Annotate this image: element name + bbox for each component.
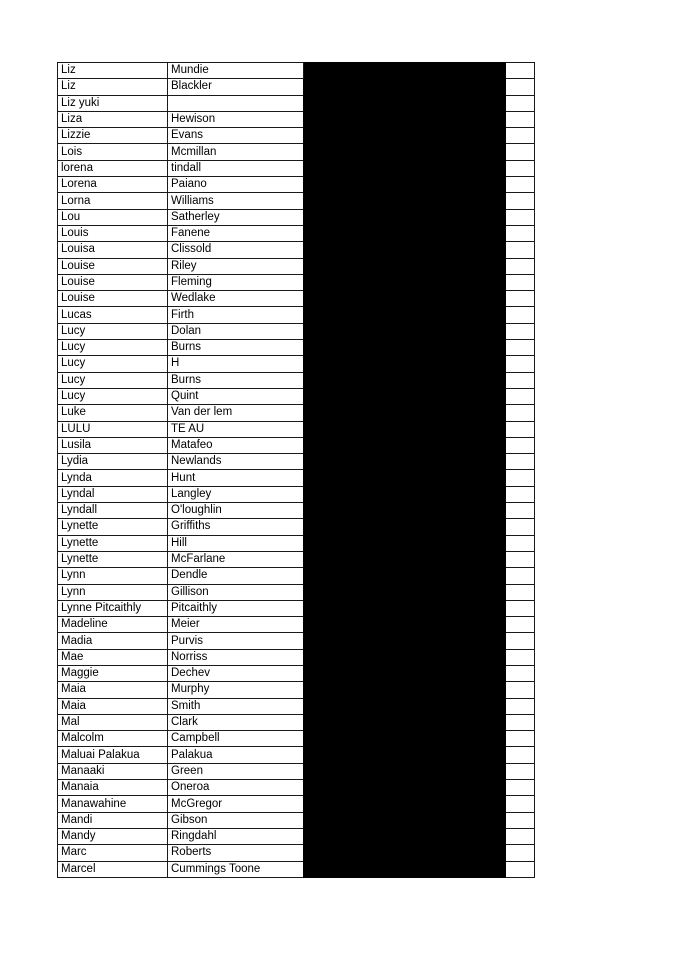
last-name-cell: Griffiths xyxy=(168,519,304,535)
last-name-cell: McGregor xyxy=(168,796,304,812)
empty-cell xyxy=(506,177,535,193)
last-name-cell: Clissold xyxy=(168,242,304,258)
first-name-cell: Maia xyxy=(58,682,168,698)
empty-cell xyxy=(506,111,535,127)
empty-cell xyxy=(506,372,535,388)
empty-cell xyxy=(506,535,535,551)
last-name-cell: Burns xyxy=(168,372,304,388)
first-name-cell: Lynette xyxy=(58,551,168,567)
first-name-cell: Lucy xyxy=(58,340,168,356)
first-name-cell: Marc xyxy=(58,845,168,861)
first-name-cell: Louis xyxy=(58,225,168,241)
last-name-cell: Hunt xyxy=(168,470,304,486)
empty-cell xyxy=(506,845,535,861)
empty-cell xyxy=(506,63,535,79)
last-name-cell: Hill xyxy=(168,535,304,551)
last-name-cell: Purvis xyxy=(168,633,304,649)
table-row xyxy=(58,63,535,79)
last-name-cell: Campbell xyxy=(168,731,304,747)
empty-cell xyxy=(506,454,535,470)
empty-cell xyxy=(506,258,535,274)
first-name-cell: Lois xyxy=(58,144,168,160)
last-name-cell: Langley xyxy=(168,486,304,502)
empty-cell xyxy=(506,437,535,453)
last-name-cell: Ringdahl xyxy=(168,828,304,844)
last-name-cell: O'loughlin xyxy=(168,503,304,519)
last-name-cell: Van der lem xyxy=(168,405,304,421)
first-name-cell: Lynn xyxy=(58,568,168,584)
first-name-cell: Lydia xyxy=(58,454,168,470)
last-name-cell: tindall xyxy=(168,160,304,176)
first-name-cell: Lucy xyxy=(58,372,168,388)
last-name-cell: Wedlake xyxy=(168,291,304,307)
last-name-cell: Fleming xyxy=(168,274,304,290)
empty-cell xyxy=(506,388,535,404)
last-name-cell: TE AU xyxy=(168,421,304,437)
first-name-cell: Malcolm xyxy=(58,731,168,747)
first-name-cell: Lou xyxy=(58,209,168,225)
first-name-cell: Lynn xyxy=(58,584,168,600)
empty-cell xyxy=(506,79,535,95)
last-name-cell: Firth xyxy=(168,307,304,323)
empty-cell xyxy=(506,861,535,877)
last-name-cell: H xyxy=(168,356,304,372)
empty-cell xyxy=(506,796,535,812)
empty-cell xyxy=(506,633,535,649)
last-name-cell: Oneroa xyxy=(168,780,304,796)
first-name-cell: Luke xyxy=(58,405,168,421)
first-name-cell: Lynda xyxy=(58,470,168,486)
names-table xyxy=(57,62,535,878)
first-name-cell: Lizzie xyxy=(58,128,168,144)
last-name-cell: Hewison xyxy=(168,111,304,127)
last-name-cell: Evans xyxy=(168,128,304,144)
last-name-cell: Meier xyxy=(168,617,304,633)
empty-cell xyxy=(506,144,535,160)
first-name-cell: Madia xyxy=(58,633,168,649)
first-name-cell: Louisa xyxy=(58,242,168,258)
first-name-cell: Manawahine xyxy=(58,796,168,812)
first-name-cell: Mandy xyxy=(58,828,168,844)
empty-cell xyxy=(506,649,535,665)
last-name-cell: Gillison xyxy=(168,584,304,600)
first-name-cell: LULU xyxy=(58,421,168,437)
first-name-cell: Marcel xyxy=(58,861,168,877)
last-name-cell: Riley xyxy=(168,258,304,274)
last-name-cell: Dechev xyxy=(168,665,304,681)
empty-cell xyxy=(506,274,535,290)
last-name-cell: Dolan xyxy=(168,323,304,339)
first-name-cell: Louise xyxy=(58,258,168,274)
last-name-cell: Fanene xyxy=(168,225,304,241)
empty-cell xyxy=(506,828,535,844)
first-name-cell: Lorena xyxy=(58,177,168,193)
empty-cell xyxy=(506,209,535,225)
first-name-cell: Liz yuki xyxy=(58,95,168,111)
empty-cell xyxy=(506,486,535,502)
last-name-cell: Burns xyxy=(168,340,304,356)
empty-cell xyxy=(506,225,535,241)
first-name-cell: Mae xyxy=(58,649,168,665)
last-name-cell: Williams xyxy=(168,193,304,209)
first-name-cell: Lyndal xyxy=(58,486,168,502)
last-name-cell: Norriss xyxy=(168,649,304,665)
first-name-cell: Lucy xyxy=(58,323,168,339)
empty-cell xyxy=(506,682,535,698)
first-name-cell: Lynne Pitcaithly xyxy=(58,600,168,616)
empty-cell xyxy=(506,698,535,714)
first-name-cell: Mandi xyxy=(58,812,168,828)
empty-cell xyxy=(506,160,535,176)
empty-cell xyxy=(506,551,535,567)
first-name-cell: Mal xyxy=(58,714,168,730)
first-name-cell: Louise xyxy=(58,274,168,290)
name-sheet xyxy=(57,62,534,878)
first-name-cell: Maggie xyxy=(58,665,168,681)
empty-cell xyxy=(506,568,535,584)
empty-cell xyxy=(506,356,535,372)
first-name-cell: Maia xyxy=(58,698,168,714)
first-name-cell: Manaia xyxy=(58,780,168,796)
empty-cell xyxy=(506,665,535,681)
empty-cell xyxy=(506,747,535,763)
first-name-cell: Madeline xyxy=(58,617,168,633)
empty-cell xyxy=(506,291,535,307)
empty-cell xyxy=(506,617,535,633)
last-name-cell: Dendle xyxy=(168,568,304,584)
empty-cell xyxy=(506,405,535,421)
last-name-cell: Pitcaithly xyxy=(168,600,304,616)
first-name-cell: Lucas xyxy=(58,307,168,323)
last-name-cell xyxy=(168,95,304,111)
last-name-cell: Mundie xyxy=(168,63,304,79)
first-name-cell: Lorna xyxy=(58,193,168,209)
last-name-cell: Paiano xyxy=(168,177,304,193)
last-name-cell: Quint xyxy=(168,388,304,404)
last-name-cell: Mcmillan xyxy=(168,144,304,160)
first-name-cell: Maluai Palakua xyxy=(58,747,168,763)
first-name-cell: Louise xyxy=(58,291,168,307)
first-name-cell: Liz xyxy=(58,63,168,79)
empty-cell xyxy=(506,812,535,828)
last-name-cell: Blackler xyxy=(168,79,304,95)
last-name-cell: Green xyxy=(168,763,304,779)
first-name-cell: Lynette xyxy=(58,519,168,535)
empty-cell xyxy=(506,128,535,144)
empty-cell xyxy=(506,242,535,258)
redaction-block xyxy=(304,63,506,878)
empty-cell xyxy=(506,519,535,535)
empty-cell xyxy=(506,307,535,323)
last-name-cell: Cummings Toone xyxy=(168,861,304,877)
first-name-cell: Lynette xyxy=(58,535,168,551)
empty-cell xyxy=(506,193,535,209)
first-name-cell: Lucy xyxy=(58,356,168,372)
first-name-cell: lorena xyxy=(58,160,168,176)
empty-cell xyxy=(506,584,535,600)
last-name-cell: Satherley xyxy=(168,209,304,225)
empty-cell xyxy=(506,340,535,356)
names-table-body xyxy=(58,63,535,878)
last-name-cell: Matafeo xyxy=(168,437,304,453)
last-name-cell: Gibson xyxy=(168,812,304,828)
last-name-cell: Newlands xyxy=(168,454,304,470)
empty-cell xyxy=(506,780,535,796)
last-name-cell: Palakua xyxy=(168,747,304,763)
empty-cell xyxy=(506,470,535,486)
empty-cell xyxy=(506,600,535,616)
last-name-cell: Smith xyxy=(168,698,304,714)
empty-cell xyxy=(506,323,535,339)
empty-cell xyxy=(506,95,535,111)
last-name-cell: McFarlane xyxy=(168,551,304,567)
last-name-cell: Roberts xyxy=(168,845,304,861)
first-name-cell: Liza xyxy=(58,111,168,127)
first-name-cell: Lucy xyxy=(58,388,168,404)
first-name-cell: Lusila xyxy=(58,437,168,453)
empty-cell xyxy=(506,421,535,437)
empty-cell xyxy=(506,503,535,519)
empty-cell xyxy=(506,731,535,747)
last-name-cell: Murphy xyxy=(168,682,304,698)
first-name-cell: Manaaki xyxy=(58,763,168,779)
empty-cell xyxy=(506,763,535,779)
last-name-cell: Clark xyxy=(168,714,304,730)
first-name-cell: Liz xyxy=(58,79,168,95)
empty-cell xyxy=(506,714,535,730)
first-name-cell: Lyndall xyxy=(58,503,168,519)
